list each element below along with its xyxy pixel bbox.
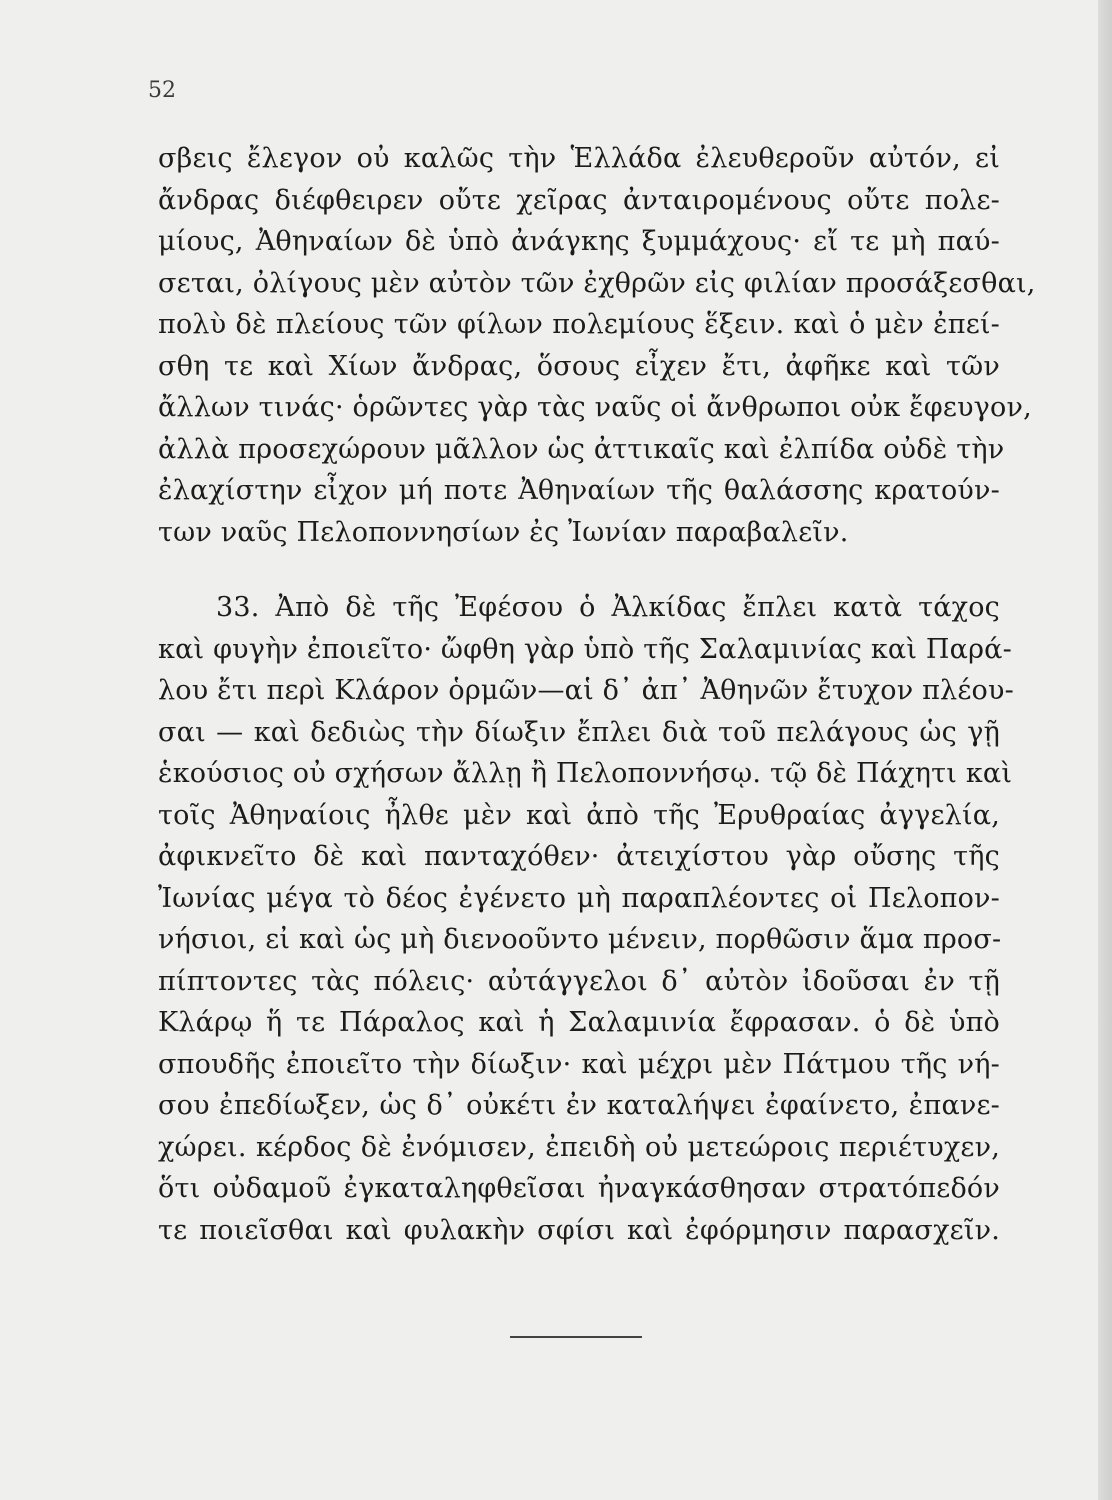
text-line: χώρει. κέρδος δὲ ἐνόμισεν, ἐπειδὴ οὐ μετεώροις περιέτυχεν, <box>158 1131 1000 1163</box>
text-line: ἄλλων τινάς· ὁρῶντες γὰρ τὰς ναῦς οἱ ἄνθρωποι οὐκ ἔφευγον, <box>158 392 1032 423</box>
text-line: σπουδῆς ἐποιεῖτο τὴν δίωξιν· καὶ μέχρι μὲν Πάτμου τῆς νή- <box>158 1048 1000 1080</box>
text-line: Κλάρῳ ἥ τε Πάραλος καὶ ἡ Σαλαμινία ἔφρασαν. ὁ δὲ ὑπὸ <box>158 1007 1000 1038</box>
text-line: σθη τε καὶ Χίων ἄνδρας, ὅσους εἶχεν ἔτι, ἀφῆκε καὶ τῶν <box>158 350 1000 382</box>
paragraph-gap <box>158 553 1000 587</box>
text-line: πολὺ δὲ πλείους τῶν φίλων πολεμίους ἕξειν. καὶ ὁ μὲν ἐπεί- <box>158 309 1000 340</box>
text-line: Ἰωνίας μέγα τὸ δέος ἐγένετο μὴ παραπλέοντες οἱ Πελοπον- <box>158 882 1000 914</box>
text-line: τε ποιεῖσθαι καὶ φυλακὴν σφίσι καὶ ἐφόρμησιν παρασχεῖν. <box>158 1214 1000 1246</box>
text-line: ἄνδρας διέφθειρεν οὔτε χεῖρας ἀνταιρομένους οὔτε πολε- <box>158 184 1000 216</box>
text-line: ὅτι οὐδαμοῦ ἐγκαταληφθεῖσαι ἠναγκάσθησαν στρατόπεδόν <box>158 1173 1000 1204</box>
text-line: ἀλλὰ προσεχώρουν μᾶλλον ὡς ἀττικαῖς καὶ ἐλπίδα οὐδὲ τὴν <box>158 433 1005 465</box>
text-line: σεται, ὀλίγους μὲν αὐτὸν τῶν ἐχθρῶν εἰς φιλίαν προσάξεσθαι, <box>158 267 1036 299</box>
text-line: σου ἐπεδίωξεν, ὡς δ᾽ οὐκέτι ἐν καταλήψει ἐφαίνετο, ἐπανε- <box>158 1090 1000 1121</box>
text-line: τοῖς Ἀθηναίοις ἦλθε μὲν καὶ ἀπὸ τῆς Ἐρυθραίας ἀγγελία, <box>158 799 1000 831</box>
text-line: ἑκούσιος οὐ σχήσων ἄλλῃ ἢ Πελοποννήσῳ. τῷ δὲ Πάχητι καὶ <box>158 758 1013 789</box>
text-line: λου ἔτι περὶ Κλάρον ὁρμῶν—αἱ δ᾽ ἀπ᾽ Ἀθηνῶν ἔτυχον πλέου- <box>158 675 1014 706</box>
footnote-rule <box>510 1336 642 1338</box>
text-line: μίους, Ἀθηναίων δὲ ὑπὸ ἀνάγκης ξυμμάχους· εἴ τε μὴ παύ- <box>158 226 1000 257</box>
text-line: των ναῦς Πελοποννησίων ἐς Ἰωνίαν παραβαλεῖν. <box>158 516 849 548</box>
text-line: νήσιοι, εἰ καὶ ὡς μὴ διενοοῦντο μένειν, πορθῶσιν ἅμα προσ- <box>158 924 1002 955</box>
main-text <box>158 138 1036 1251</box>
paragraph <box>158 138 1036 553</box>
text-line: 33. Ἀπὸ δὲ τῆς Ἐφέσου ὁ Ἀλκίδας ἔπλει κατὰ τάχος <box>216 592 1000 623</box>
text-line: σαι — καὶ δεδιὼς τὴν δίωξιν ἔπλει διὰ τοῦ πελάγους ὡς γῇ <box>158 716 1000 748</box>
page-number: 52 <box>148 78 176 103</box>
text-line: σβεις ἔλεγον οὐ καλῶς τὴν Ἑλλάδα ἐλευθεροῦν αὐτόν, εἰ <box>158 143 1000 174</box>
text-line: ἀφικνεῖτο δὲ καὶ πανταχόθεν· ἀτειχίστου γὰρ οὔσης τῆς <box>158 841 1000 872</box>
page-edge <box>1098 0 1112 1500</box>
text-line: πίπτοντες τὰς πόλεις· αὐτάγγελοι δ᾽ αὐτὸν ἰδοῦσαι ἐν τῇ <box>158 965 1000 997</box>
text-line: καὶ φυγὴν ἐποιεῖτο· ὤφθη γὰρ ὑπὸ τῆς Σαλαμινίας καὶ Παρά- <box>158 633 1012 665</box>
paragraph <box>158 587 1014 1251</box>
text-line: ἐλαχίστην εἶχον μή ποτε Ἀθηναίων τῆς θαλάσσης κρατούν- <box>158 475 1000 506</box>
